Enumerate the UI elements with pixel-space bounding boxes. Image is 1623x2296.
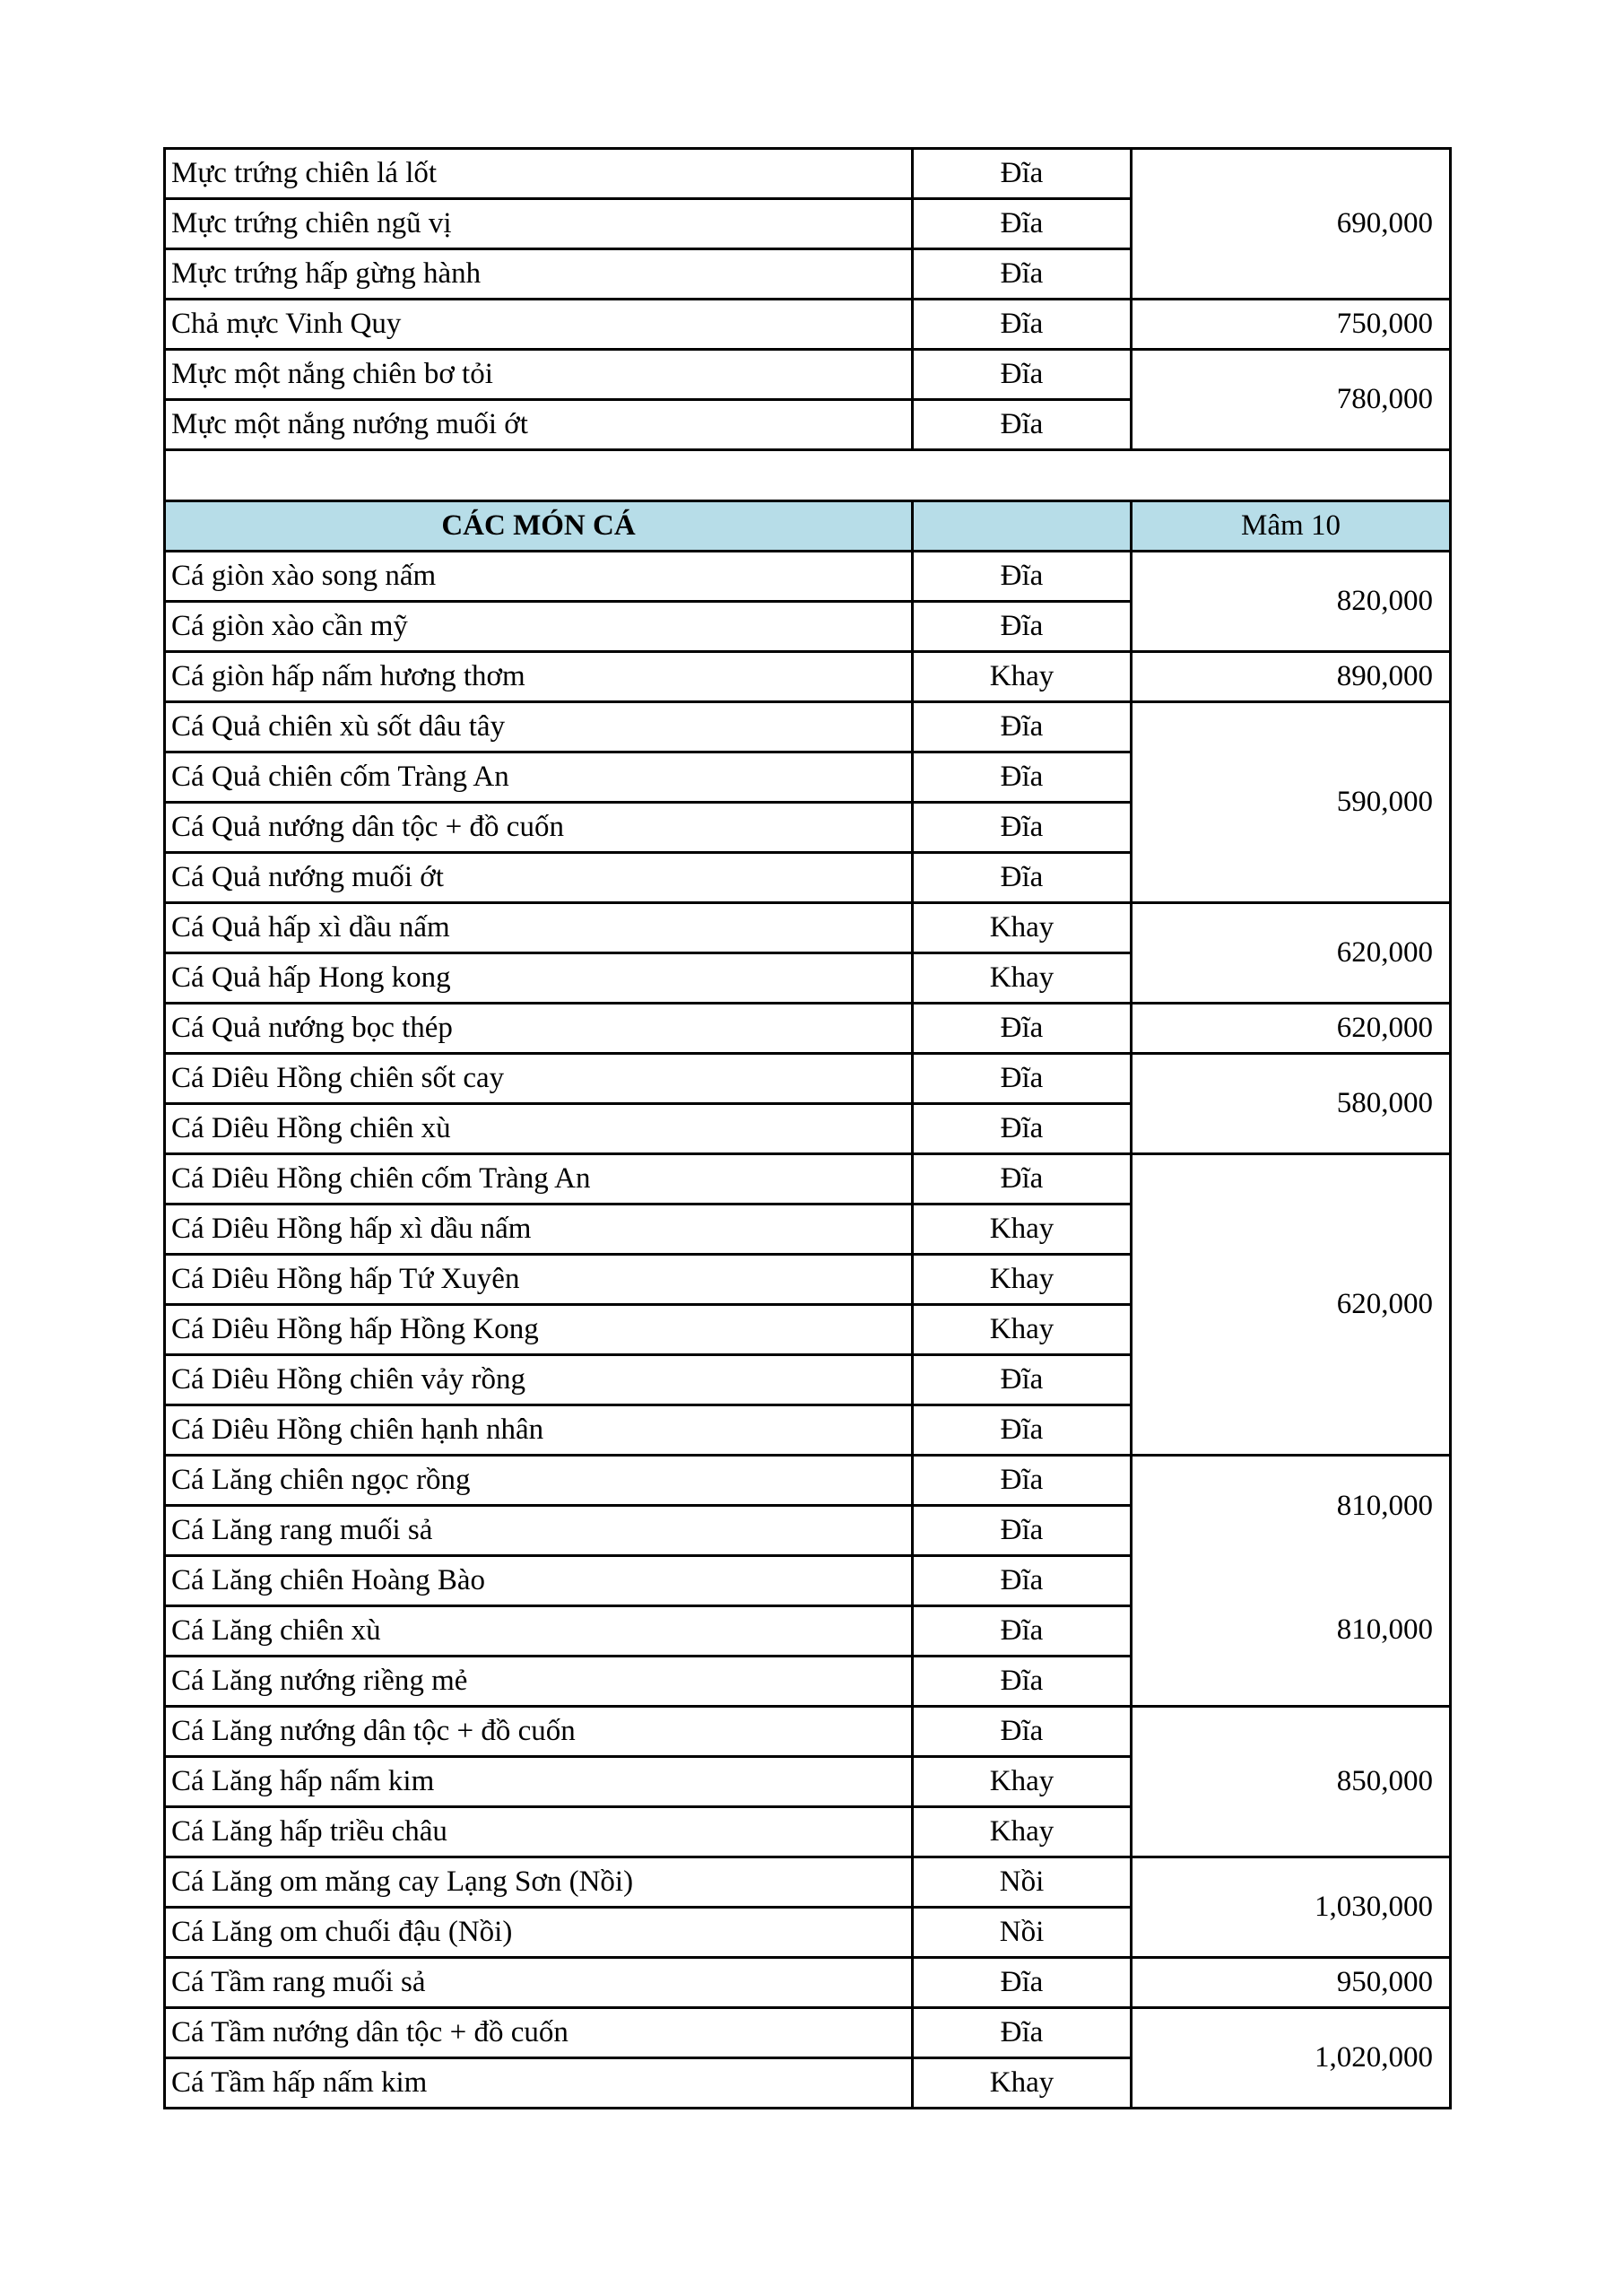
dish-unit: Khay: [913, 1807, 1132, 1857]
dish-unit: Đĩa: [913, 602, 1132, 652]
dish-unit: Đĩa: [913, 249, 1132, 300]
dish-name: Cá Quả nướng dân tộc + đồ cuốn: [165, 803, 913, 853]
dish-name: Mực một nắng nướng muối ớt: [165, 400, 913, 450]
dish-name: Mực trứng chiên ngũ vị: [165, 199, 913, 249]
dish-unit: Nồi: [913, 1908, 1132, 1958]
dish-unit: Đĩa: [913, 350, 1132, 400]
spacer-cell: [165, 450, 1451, 501]
price-cell: 690,000: [1132, 149, 1451, 300]
dish-name: Cá Tầm rang muối sả: [165, 1958, 913, 2008]
table-row: [165, 1958, 1451, 2008]
dish-name: Chả mực Vinh Quy: [165, 300, 913, 350]
tray-size-label: Mâm 10: [1132, 501, 1451, 552]
dish-name: Cá Lăng chiên Hoàng Bào: [165, 1556, 913, 1606]
dish-name: Cá Lăng hấp nấm kim: [165, 1757, 913, 1807]
dish-unit: Đĩa: [913, 2008, 1132, 2058]
dish-name: Cá Lăng chiên ngọc rồng: [165, 1456, 913, 1506]
dish-name: Cá Lăng rang muối sả: [165, 1506, 913, 1556]
dish-unit: Khay: [913, 1757, 1132, 1807]
table-row: [165, 350, 1451, 400]
table-row: [165, 1154, 1451, 1205]
dish-name: Cá Diêu Hồng hấp Tứ Xuyên: [165, 1255, 913, 1305]
table-row: [165, 300, 1451, 350]
price-cell: 850,000: [1132, 1707, 1451, 1857]
table-row: [165, 1857, 1451, 1908]
dish-name: Cá Tầm nướng dân tộc + đồ cuốn: [165, 2008, 913, 2058]
dish-unit: Đĩa: [913, 1456, 1132, 1506]
dish-name: Cá Lăng chiên xù: [165, 1606, 913, 1657]
dish-unit: Khay: [913, 1305, 1132, 1355]
price-cell: 780,000: [1132, 350, 1451, 450]
dish-unit: Đĩa: [913, 1707, 1132, 1757]
section-header-row: [165, 501, 1451, 552]
dish-name: Cá Diêu Hồng chiên xù: [165, 1104, 913, 1154]
table-row: [165, 702, 1451, 752]
dish-unit: Đĩa: [913, 1004, 1132, 1054]
dish-unit: Khay: [913, 2058, 1132, 2109]
price-cell: 580,000: [1132, 1054, 1451, 1154]
price-cell: 590,000: [1132, 702, 1451, 903]
dish-name: Cá Diêu Hồng chiên vảy rồng: [165, 1355, 913, 1405]
price-cell: 820,000: [1132, 552, 1451, 652]
dish-unit: Đĩa: [913, 1606, 1132, 1657]
dish-unit: Khay: [913, 652, 1132, 702]
table-row: [165, 1054, 1451, 1104]
price-cell: 810,000: [1132, 1456, 1451, 1556]
spacer-row: [165, 450, 1451, 501]
dish-name: Cá Quả hấp Hong kong: [165, 953, 913, 1004]
header-empty-cell: [913, 501, 1132, 552]
table-row: [165, 903, 1451, 953]
dish-name: Mực trứng hấp gừng hành: [165, 249, 913, 300]
dish-unit: Đĩa: [913, 1958, 1132, 2008]
price-cell: 890,000: [1132, 652, 1451, 702]
dish-unit: Đĩa: [913, 552, 1132, 602]
dish-name: Cá Quả chiên cốm Tràng An: [165, 752, 913, 803]
table-row: [165, 652, 1451, 702]
dish-unit: Đĩa: [913, 1405, 1132, 1456]
dish-unit: Đĩa: [913, 1054, 1132, 1104]
dish-unit: Đĩa: [913, 1556, 1132, 1606]
dish-unit: Khay: [913, 1205, 1132, 1255]
dish-name: Cá Diêu Hồng chiên sốt cay: [165, 1054, 913, 1104]
table-row: [165, 1456, 1451, 1506]
dish-name: Cá Quả nướng muối ớt: [165, 853, 913, 903]
table-row: [165, 2008, 1451, 2058]
price-cell: 1,030,000: [1132, 1857, 1451, 1958]
dish-name: Cá giòn hấp nấm hương thơm: [165, 652, 913, 702]
table-row: [165, 149, 1451, 199]
price-cell: 620,000: [1132, 903, 1451, 1004]
dish-name: Cá Diêu Hồng chiên hạnh nhân: [165, 1405, 913, 1456]
table-row: [165, 1707, 1451, 1757]
dish-name: Cá giòn xào cần mỹ: [165, 602, 913, 652]
menu-price-table: [163, 147, 1452, 2109]
dish-name: Cá Lăng nướng dân tộc + đồ cuốn: [165, 1707, 913, 1757]
dish-unit: Đĩa: [913, 149, 1132, 199]
dish-unit: Đĩa: [913, 199, 1132, 249]
dish-unit: Đĩa: [913, 803, 1132, 853]
dish-name: Cá Quả hấp xì dầu nấm: [165, 903, 913, 953]
dish-name: Mực trứng chiên lá lốt: [165, 149, 913, 199]
dish-name: Cá Lăng hấp triều châu: [165, 1807, 913, 1857]
dish-name: Cá Lăng om chuối đậu (Nồi): [165, 1908, 913, 1958]
dish-unit: Đĩa: [913, 1506, 1132, 1556]
dish-name: Cá Quả nướng bọc thép: [165, 1004, 913, 1054]
dish-unit: Đĩa: [913, 853, 1132, 903]
dish-unit: Đĩa: [913, 400, 1132, 450]
dish-unit: Nồi: [913, 1857, 1132, 1908]
dish-name: Cá Diêu Hồng hấp Hồng Kong: [165, 1305, 913, 1355]
price-cell: 750,000: [1132, 300, 1451, 350]
dish-unit: Khay: [913, 953, 1132, 1004]
dish-unit: Đĩa: [913, 752, 1132, 803]
dish-unit: Đĩa: [913, 1154, 1132, 1205]
dish-name: Cá giòn xào song nấm: [165, 552, 913, 602]
table-row: [165, 1556, 1451, 1606]
dish-unit: Khay: [913, 1255, 1132, 1305]
menu-table-body: [165, 149, 1451, 2109]
dish-name: Cá Lăng om măng cay Lạng Sơn (Nồi): [165, 1857, 913, 1908]
section-heading: CÁC MÓN CÁ: [165, 501, 913, 552]
dish-unit: Đĩa: [913, 1657, 1132, 1707]
price-cell: 950,000: [1132, 1958, 1451, 2008]
dish-name: Cá Lăng nướng riềng mẻ: [165, 1657, 913, 1707]
dish-name: Cá Diêu Hồng chiên cốm Tràng An: [165, 1154, 913, 1205]
dish-name: Cá Tầm hấp nấm kim: [165, 2058, 913, 2109]
dish-unit: Khay: [913, 903, 1132, 953]
dish-unit: Đĩa: [913, 300, 1132, 350]
price-cell: 620,000: [1132, 1154, 1451, 1456]
dish-unit: Đĩa: [913, 702, 1132, 752]
dish-unit: Đĩa: [913, 1104, 1132, 1154]
dish-name: Cá Quả chiên xù sốt dâu tây: [165, 702, 913, 752]
price-cell: 620,000: [1132, 1004, 1451, 1054]
price-cell: 810,000: [1132, 1556, 1451, 1707]
dish-unit: Đĩa: [913, 1355, 1132, 1405]
table-row: [165, 552, 1451, 602]
dish-name: Cá Diêu Hồng hấp xì dầu nấm: [165, 1205, 913, 1255]
price-cell: 1,020,000: [1132, 2008, 1451, 2109]
table-row: [165, 1004, 1451, 1054]
dish-name: Mực một nắng chiên bơ tỏi: [165, 350, 913, 400]
